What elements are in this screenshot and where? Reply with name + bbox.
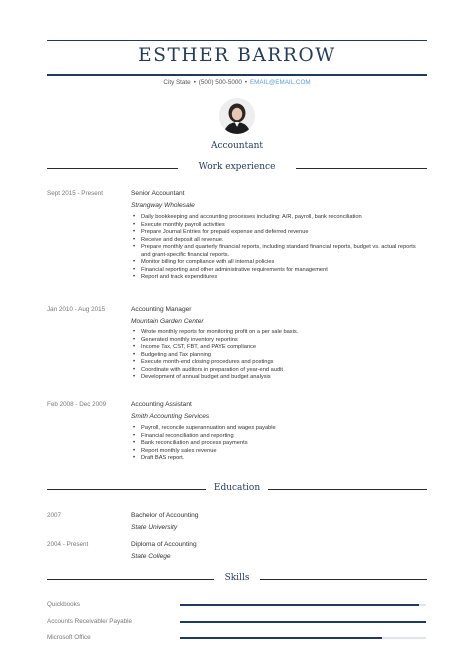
contact-separator: • — [244, 80, 247, 86]
list-item: • Budgeting and Tax planning — [131, 352, 426, 360]
contact-email[interactable]: EMAIL@EMAIL.COM — [249, 79, 311, 86]
list-item: • Generated monthly inventory reportins — [131, 337, 426, 345]
job-company: Smith Accounting Services — [131, 413, 210, 420]
job-duties-list — [131, 214, 426, 282]
skill-name: Accounts Receivable/ Payable — [47, 618, 133, 625]
list-item: • Monitor billing for compliance with all internal policies — [131, 259, 426, 267]
list-item: • Financial reporting and other administrative requirements for management — [131, 267, 426, 275]
skill-level-fill — [180, 637, 382, 639]
list-item: • Execute monthly payroll activities — [131, 222, 426, 230]
section-title: Education — [210, 483, 264, 493]
header-bottom-rule — [47, 74, 427, 76]
skill-level-bar — [180, 621, 426, 623]
job-dates: Feb 2008 - Dec 2009 — [47, 401, 107, 408]
section-title: Skills — [221, 573, 254, 583]
list-item: • Execute month-end closing procedures and postings — [131, 359, 426, 367]
skill-level-fill — [180, 604, 419, 606]
skill-level-fill — [180, 621, 426, 623]
list-item: • Financial reconciliation and reporting — [131, 433, 426, 441]
list-item: • Daily bookkeeping and accounting processes including: A/R, payroll, bank reconciliation — [131, 214, 426, 222]
job-title: Accountant — [211, 141, 263, 151]
job-company: Mountain Garden Center — [131, 318, 204, 325]
list-item: • Coordinate with auditors in preparation of year-end audit — [131, 367, 426, 375]
list-item: • Bank reconciliation and process payments — [131, 440, 426, 448]
list-item: • Wrote monthly reports for monitoring profit on a per sale basis. — [131, 329, 426, 337]
section-education — [47, 483, 427, 495]
list-item: • Report monthly sales revenue — [131, 448, 426, 456]
job-role: Accounting Assistant — [131, 401, 192, 408]
profile-photo — [219, 98, 255, 134]
skill-name: Quickbooks — [47, 601, 80, 608]
list-item: • Income Tax, CST, FBT, and PAYE compliance — [131, 344, 426, 352]
list-item: • Payroll, reconcile superannuation and wages payable — [131, 425, 426, 433]
education-degree: Diploma of Accounting — [131, 541, 197, 548]
contact-separator: • — [193, 80, 196, 86]
skill-name: Microsoft Office — [47, 634, 91, 641]
contact-line — [47, 79, 427, 86]
job-role: Senior Accountant — [131, 190, 185, 197]
list-item: • Prepare Journal Entries for prepaid expense and deferred revenue — [131, 229, 426, 237]
job-duties-list — [131, 329, 426, 382]
section-skills — [47, 573, 427, 585]
candidate-name: ESTHER BARROW — [138, 45, 336, 66]
skill-level-bar — [180, 604, 426, 606]
list-item: • Receive and deposit all revenue. — [131, 237, 426, 245]
contact-phone: (500) 500-5000 — [198, 79, 242, 86]
skill-level-bar — [180, 637, 426, 639]
list-item: • Draft BAS report. — [131, 455, 426, 463]
job-role: Accounting Manager — [131, 306, 192, 313]
job-dates: Sept 2015 - Present — [47, 190, 104, 197]
contact-city: City State — [163, 79, 191, 86]
header-top-rule — [47, 40, 427, 41]
education-degree: Bachelor of Accounting — [131, 512, 199, 519]
education-dates: 2007 — [47, 512, 62, 519]
list-item: • Prepare monthly and quarterly financial reports, including standard financial reports, budget vs. actual reports and grant-specific financial reports. — [131, 244, 426, 259]
education-dates: 2004 - Present — [47, 541, 89, 548]
section-work-experience — [47, 162, 427, 174]
education-school: State University — [131, 524, 178, 531]
profile-photo-image — [219, 98, 255, 134]
list-item: • Report and track expenditures — [131, 274, 426, 282]
list-item: • Development of annual budget and budget analysis — [131, 374, 426, 382]
education-school: State College — [131, 553, 171, 560]
section-title: Work experience — [195, 162, 280, 172]
job-duties-list — [131, 425, 426, 463]
job-dates: Jan 2010 - Aug 2015 — [47, 306, 106, 313]
job-company: Strangway Wholesale — [131, 202, 195, 209]
